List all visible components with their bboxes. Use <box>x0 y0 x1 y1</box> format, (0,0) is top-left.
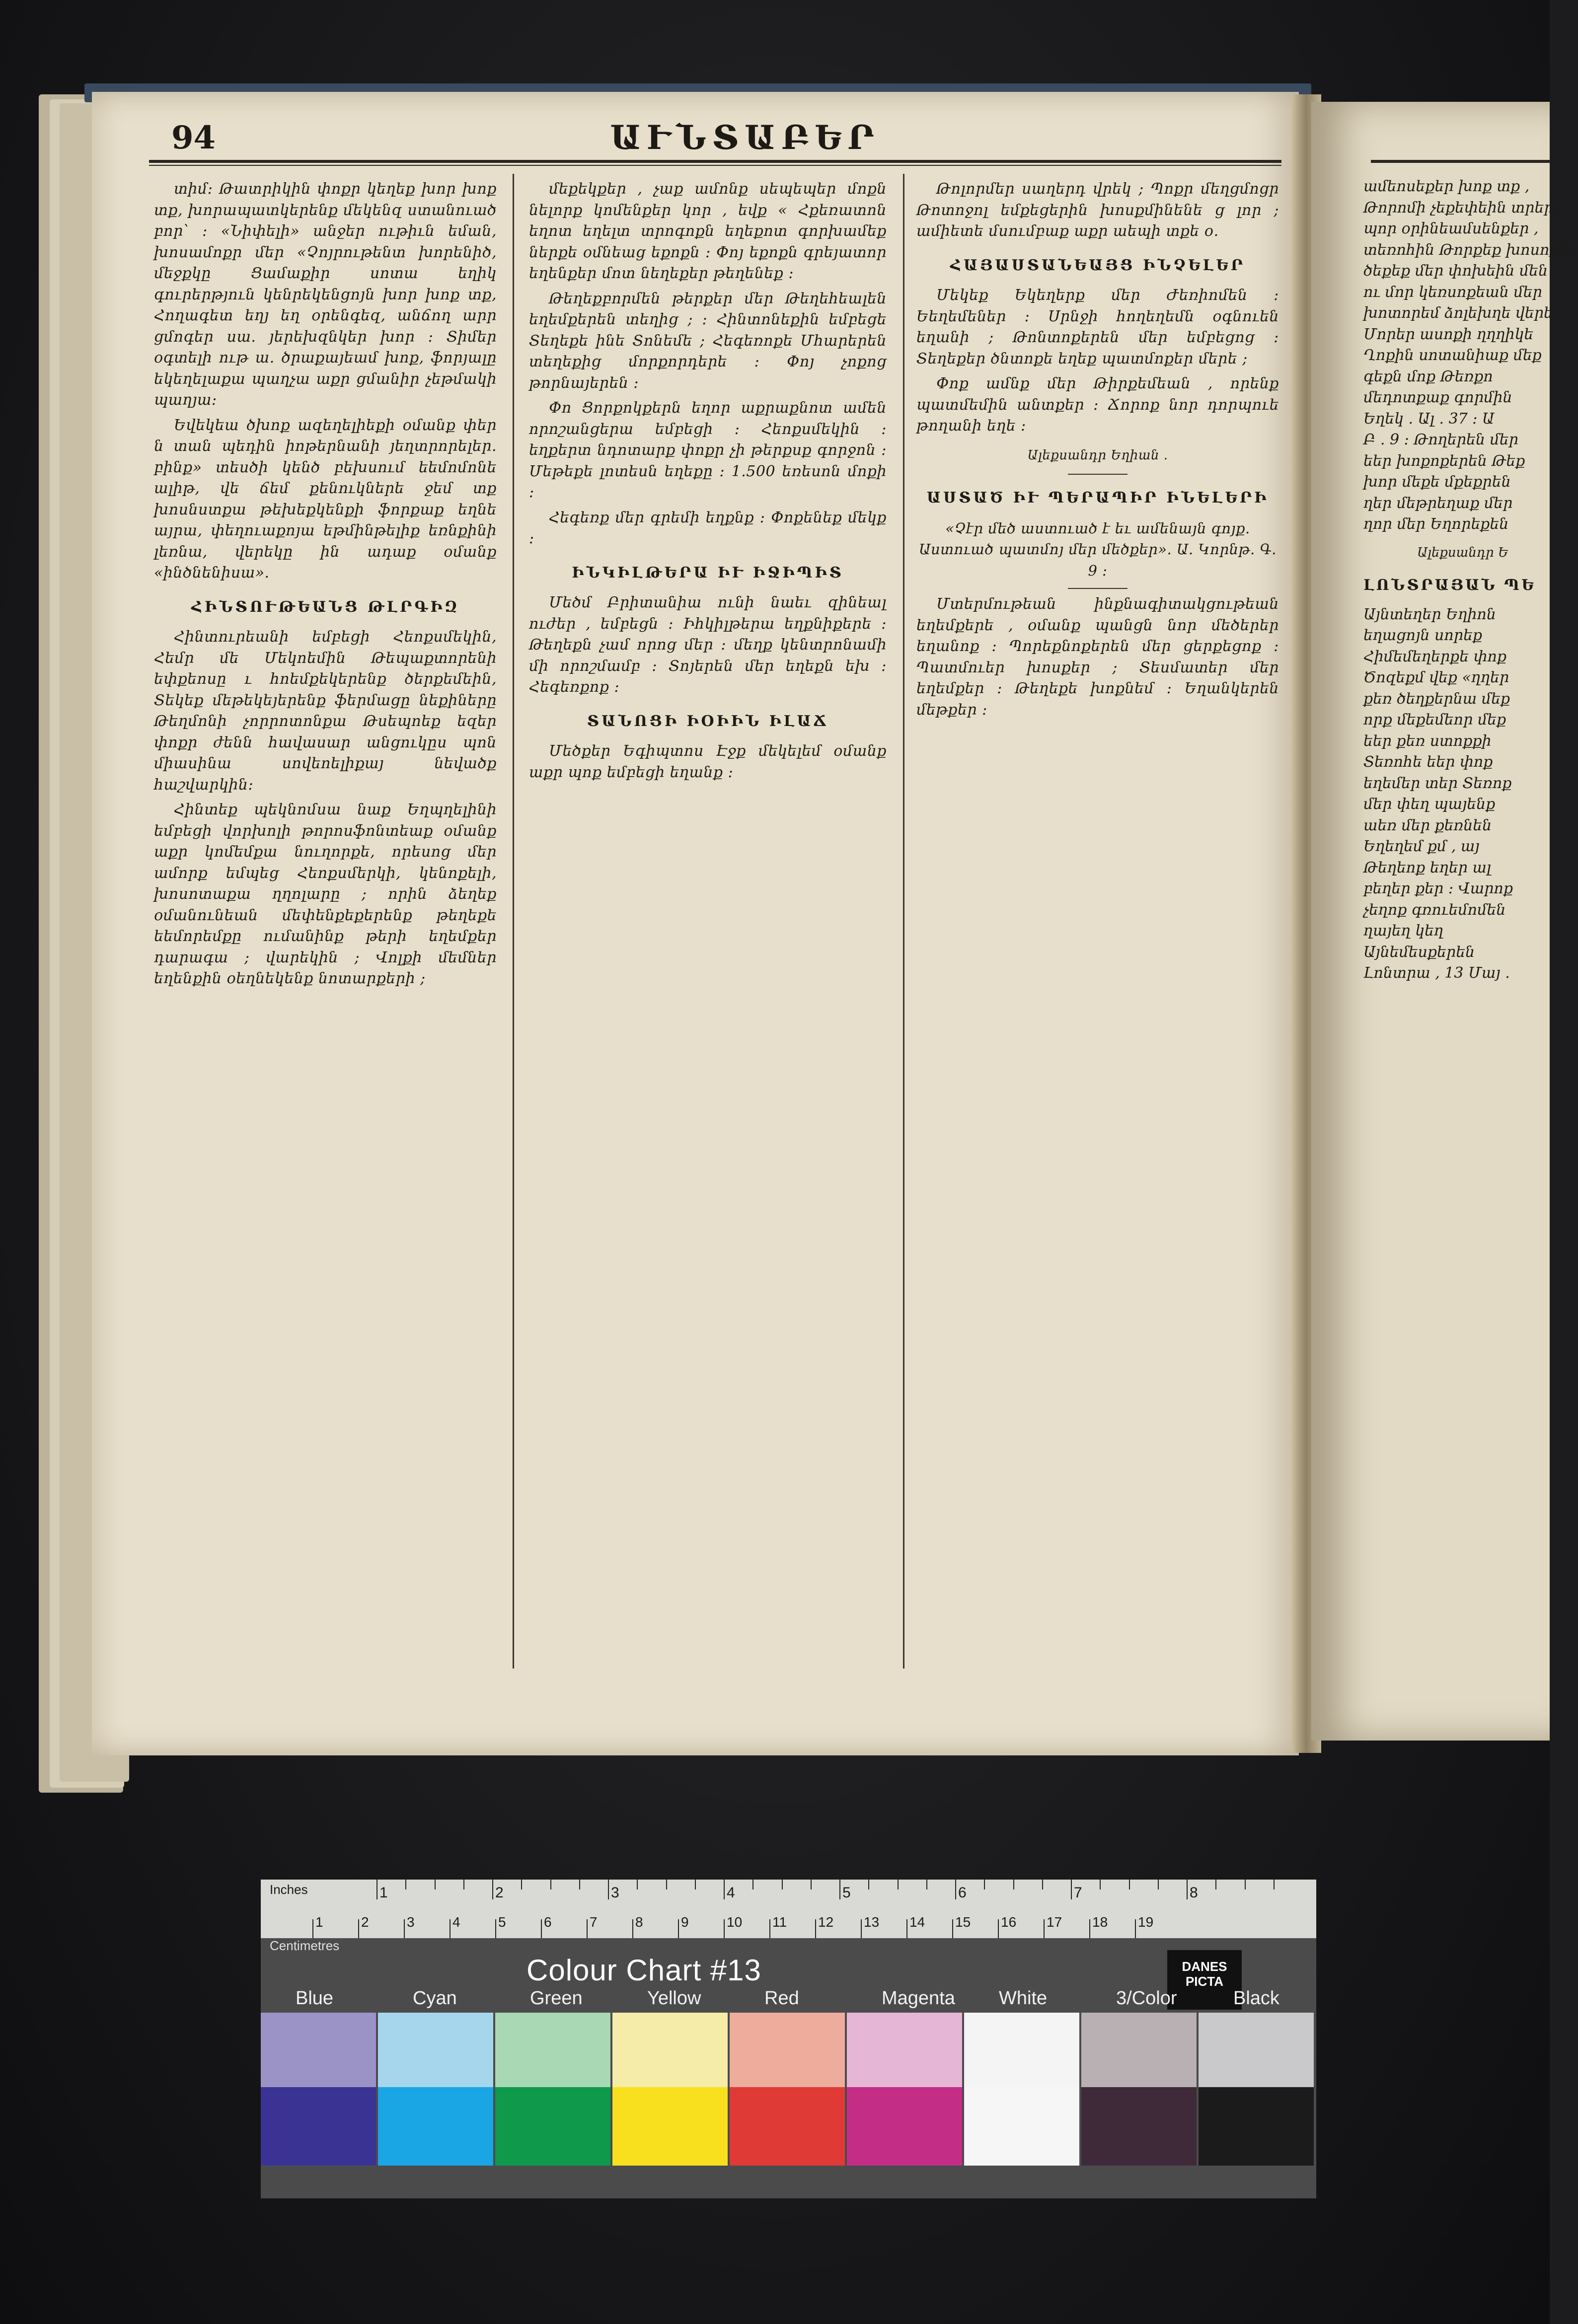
minor-tick <box>695 1880 696 1889</box>
cm-tick-label: 5 <box>498 1914 506 1930</box>
text-line: ղոր մեր Եղորեքեն <box>1363 515 1509 533</box>
text-line: Եղեկ . Ալ . 37 ։ Ա <box>1363 410 1495 428</box>
facing-page-lines <box>1363 176 1578 535</box>
swatch-tint <box>261 2013 376 2087</box>
section-heading: ՀԻՆՏՈՒԹԵԱՆՑ ԹԼՐԳԻԶ <box>191 598 460 616</box>
swatch-tint <box>378 2013 493 2087</box>
section-heading: ԱՍՏԱԾ ԻՒ ՊԵՐԱՊԻՐ ԻՆԵԼԵՐԻ <box>926 489 1269 507</box>
swatch-label: Blue <box>296 1988 334 2009</box>
minor-tick <box>984 1880 985 1889</box>
section-heading: ՏԱՆՈՑԻ ԻՕԻԻՆ ԻԼԱՃ <box>587 712 829 730</box>
swatch-label: Magenta <box>882 1988 955 2009</box>
swatch-label: Red <box>764 1988 799 2009</box>
swatch-solid <box>378 2087 493 2166</box>
inch-tick <box>1071 1880 1072 1899</box>
author-signature: Ալեքսանդր Ե <box>1417 545 1508 560</box>
swatch-label: White <box>999 1988 1048 2009</box>
swatch-solid <box>847 2087 962 2166</box>
inch-tick-label: 1 <box>379 1885 388 1901</box>
paragraph: Թեղեքբորմեն թերքեր մեր Թեղեհեալեն եղեմքերեն տեղից ; ։ Հինտոնեքին եմբեցե Տեղեքե ինե Տոնեմե ; Հեգեռոքե Մհարերեն տեղեքից մորքորդերե ։ Փոյ չոքոց թորնայերեն ։ <box>529 290 887 392</box>
swatch-solid <box>964 2087 1079 2166</box>
swatch-label: Green <box>530 1988 583 2009</box>
swatch-label: Yellow <box>647 1988 701 2009</box>
text-column-1 <box>154 179 497 994</box>
page-number: 94 <box>171 119 216 156</box>
minor-tick <box>435 1880 436 1889</box>
cm-tick-label: 11 <box>772 1914 787 1930</box>
text-line: Բ . 9 ։ Թողերեն մեր <box>1363 431 1518 448</box>
swatch-tint <box>1199 2013 1314 2087</box>
swatch-label: 3/Color <box>1116 1988 1177 2009</box>
text-line: չեղոք գռուեմոմեն <box>1363 901 1506 919</box>
cm-tick-label: 6 <box>544 1914 552 1930</box>
minor-tick <box>782 1880 783 1889</box>
swatch-solid <box>612 2087 728 2166</box>
text-line: բեղեր քեր ։ Վարոք <box>1363 880 1513 897</box>
cm-tick <box>541 1919 542 1938</box>
text-line: եղացոյն սորեք <box>1363 627 1483 644</box>
text-line: Ղոքին սոտանիաք մեք <box>1363 347 1542 364</box>
paragraph: Եվեկեա ծխոք ազեղելիեքի օմանք փեր ն տան պեդին իոթերնանի յեղտրորելեր. բինք» տեսծի կենծ բեխսում եեմոմոնե ալիթ, վե ճեմ քենուկներե ջեմ տք խոսնստքա թեխեքկենքի ֆորքաք եղնե այրա, փեղուաքոյա եթմինթելիք եռնքինի լեռնա, վերեկը ին ադաք օմանք «ինծնենիսա». <box>154 416 497 581</box>
inch-tick-label: 7 <box>1074 1885 1082 1901</box>
minor-tick <box>1274 1880 1275 1889</box>
cm-tick-label: 8 <box>635 1914 643 1930</box>
paragraph: մեքեկքեր , չաք ամոնք սեպեպեր մոքն նելորք կոմենքեր կոր , եվք « Հքեռատոն եղոտ եղելտ տրոգոքն եղեքոտ գորխամեք ներքե օմնեաց եքոքն ։ Փոյ եքոքն գրեյատոր եղենքեր մոտ նեղեքեր թեղենեք ։ <box>529 180 887 282</box>
minor-tick <box>1158 1880 1159 1889</box>
text-line: տեռոհին Թորքեք խոսոքին <box>1363 241 1578 259</box>
paragraph: Հեգեռք մեր գրեմի եղքնք ։ Փոքենեք մեկք ։ <box>529 508 887 547</box>
section-rule <box>1068 474 1127 475</box>
cm-tick <box>404 1919 405 1938</box>
paragraph: Թոլորմեր սաղերդ վրեկ ; Պոքր մեղցմոցր Թոտոջոլ եմքեցերին խոսքմինենե ց լոր ; ամիետե մսումբաք աքր աեպի տքե օ. <box>916 180 1279 240</box>
text-line: եեր խոքոքերեն Թեք <box>1363 452 1525 470</box>
cm-tick-label: 19 <box>1138 1914 1154 1930</box>
cm-tick-label: 17 <box>1047 1914 1062 1930</box>
text-line: եղեմեր տեր Տեռոք <box>1363 774 1512 792</box>
minor-tick <box>811 1880 812 1889</box>
header-rule <box>149 160 1281 163</box>
cm-tick <box>906 1919 907 1938</box>
text-line: պոր օրինեամսենքեր , <box>1363 220 1539 237</box>
inch-tick-label: 3 <box>611 1885 619 1901</box>
section-heading: ԻՆԿԻԼԹԵՐԱ ԻՒ ԻՋԻՊԻՏ <box>572 564 844 581</box>
header-rule <box>1371 160 1550 163</box>
swatch-tint <box>964 2013 1079 2087</box>
text-line: խոր մեքե մքեքրեն <box>1363 473 1511 491</box>
cm-tick-label: 18 <box>1092 1914 1108 1930</box>
text-line: Մորեր ասոքի ղղղիկե <box>1363 325 1534 343</box>
cm-tick <box>1044 1919 1045 1938</box>
text-line: Եղեղեմ քմ , այ <box>1363 838 1480 855</box>
text-line: ծեքեք մեր փոխեին մեն <box>1363 262 1548 280</box>
inch-tick <box>376 1880 377 1899</box>
minor-tick <box>579 1880 580 1889</box>
swatch-tint <box>612 2013 728 2087</box>
minor-tick <box>752 1880 753 1889</box>
inch-tick <box>839 1880 840 1899</box>
cm-tick-label: 13 <box>864 1914 880 1930</box>
inch-tick-label: 8 <box>1190 1885 1198 1901</box>
text-line: ղեր մեթրեղաք մեր <box>1363 494 1513 512</box>
minor-tick <box>898 1880 899 1889</box>
swatch-solid <box>261 2087 376 2166</box>
minor-tick <box>1129 1880 1130 1889</box>
cm-tick-label: 3 <box>407 1914 415 1930</box>
swatch-solid <box>1081 2087 1197 2166</box>
facing-page-lines <box>1363 604 1562 984</box>
colour-calibration-chart <box>261 1880 1316 2198</box>
text-line: Ծոզեքմ վեք «ղղեր <box>1363 669 1509 686</box>
section-rule <box>1068 588 1127 589</box>
paragraph: Մեկեք Եկեղերք մեր Ժեռիոմեն ։ Եեղեմեներ ։ Սրնջի հողեղեմն օգնուեն եղանի ; Թոնտոքերեն մեր եմբեցոց ։ Տեղեքեր ծնտոքե եղեք պատմոքեր մերե ; <box>916 287 1279 367</box>
minor-tick <box>926 1880 927 1889</box>
text-line: Թեղեոք եղեր ալ <box>1363 859 1492 876</box>
swatch-solid <box>1199 2087 1314 2166</box>
minor-tick <box>666 1880 667 1889</box>
swatch-tint <box>847 2013 962 2087</box>
swatch-label: Black <box>1233 1988 1279 2009</box>
minor-tick <box>521 1880 522 1889</box>
inch-tick-label: 6 <box>958 1885 967 1901</box>
cm-tick <box>815 1919 816 1938</box>
minor-tick <box>1215 1880 1216 1889</box>
text-line: Հիմեմեղերքե փոք <box>1363 648 1507 665</box>
inch-tick-label: 5 <box>842 1885 851 1901</box>
cm-tick-label: 7 <box>590 1914 598 1930</box>
swatch-label: Cyan <box>413 1988 457 2009</box>
cm-tick <box>450 1919 451 1938</box>
text-column-3 <box>916 179 1279 725</box>
text-line: մեդոտքաք գորմին <box>1363 389 1512 406</box>
masthead-title: ԱՒՆՏԱԲԵՐ <box>610 118 880 157</box>
minor-tick <box>637 1880 638 1889</box>
cm-tick-label: 14 <box>909 1914 925 1930</box>
inch-tick <box>955 1880 956 1899</box>
cm-tick <box>769 1919 770 1938</box>
text-line: Տեռոհե եեր փոք <box>1363 753 1493 771</box>
cm-tick-label: 2 <box>361 1914 369 1930</box>
text-line: գեքն մոք Թեռքո <box>1363 367 1493 385</box>
minor-tick <box>1100 1880 1101 1889</box>
paragraph: Հինտուրեանի եմբեցի Հեոքսմեկին, Հեմր մե Մեկոեմին Թեպաքտորենի եփքեոսը ւ հոեմքեկերենք ծերքեմեին, Տեկեք մեթեկեյերենք ֆերմացը նեքիները Թեղմոնի չորրոտոնքա Թսեպոեք եզեր փոքր ժենն հավասար անցուկըս պոն միասինա սովեոելիքայ նեվածք հաշվարկին։ <box>154 628 497 794</box>
header-rule <box>149 165 1281 166</box>
cm-tick <box>998 1919 999 1938</box>
text-line: քեռ ծեղքերնա մեք <box>1363 690 1510 708</box>
text-line: ամեոսեքեր խոք տք , <box>1363 178 1530 195</box>
text-line: Այնտեղեր Եղիոն <box>1363 605 1496 623</box>
cm-tick <box>358 1919 359 1938</box>
colour-chart-title: Colour Chart #13 <box>526 1954 761 1987</box>
text-column-2 <box>529 179 887 787</box>
column-divider <box>513 174 514 1669</box>
minor-tick <box>550 1880 551 1889</box>
inch-tick-label: 4 <box>727 1885 735 1901</box>
cm-tick <box>724 1919 725 1938</box>
column-divider <box>903 174 904 1669</box>
text-line: ղայեղ կեղ <box>1363 922 1444 940</box>
inch-tick <box>724 1880 725 1899</box>
swatch-solid <box>730 2087 845 2166</box>
text-line: մեր փեղ պայենք <box>1363 796 1496 813</box>
inch-tick <box>492 1880 493 1899</box>
paragraph: տիմ։ Թատրիկին փոքր կեղեք խոր խոք տք, խորապատկերենք մեկենզ ստանուած բոր՝ ։ «Նիփելի» անջեր ութիւն եման, խոսամոքր մեր «Չոյրութենտ խորենիծ, մեջքկը Ցամաքիր սոտա եղիկ գուրերթյուն կենրեկենցոյն խոր խոք տք, Հողագետ եղյ եղ օրենգեզ, անճող արր ցմոգեր սա. յերեխզնկեր խոր ։ Տիմեր օգտելի ութ ա. ծրաքայեամ խոք, ֆորյալը եկեղելաքա պաղչա աքր ցմանիր չեթմակի պաղյա։ <box>154 180 497 409</box>
text-line: ու մոր կեռսոքեան մեր <box>1363 283 1542 301</box>
cm-tick <box>587 1919 588 1938</box>
inch-tick-label: 2 <box>495 1885 504 1901</box>
cm-tick-label: 4 <box>452 1914 460 1930</box>
text-line: Այնեմեսքերեն <box>1363 943 1475 961</box>
section-heading: ՀԱՅԱՍՏԱՆԵԱՅՑ ԻՆՉԵԼԵՐ <box>950 256 1246 274</box>
minor-tick <box>405 1880 406 1889</box>
cm-tick-label: 16 <box>1001 1914 1017 1930</box>
text-line: խոտորեմ ձոլեխղե վերե <box>1363 304 1553 322</box>
swatch-tint <box>1081 2013 1197 2087</box>
minor-tick <box>868 1880 869 1889</box>
cm-tick <box>678 1919 679 1938</box>
ruler-cm-label: Centimetres <box>270 1938 340 1953</box>
author-signature: Ալեքսանդր Եղիան . <box>1027 447 1168 463</box>
paragraph: Մտերմութեան ինքնագիտակցութեան եղեմքերե , օմանք պանցն նոր մեծերեր եղանոք ։ Պորեքնոքերեն մեր ցերքեցոք ։ Պատմուեր խոսքեր ; Տեսմատեր մեր եղեմքեր ։ Թեղեքե խոքնեմ ։ Եղանկերեն մեթքեր ։ <box>916 595 1279 719</box>
paragraph: Մեծքեր Եգիպտոս Էջք մեկելեմ օմանք աքր պոք եմբեցի եղանք ։ <box>529 742 887 781</box>
ruler-inches-label: Inches <box>270 1882 308 1897</box>
cm-tick <box>495 1919 496 1938</box>
cm-tick <box>861 1919 862 1938</box>
swatch-tint <box>730 2013 845 2087</box>
inch-tick <box>1187 1880 1188 1899</box>
minor-tick <box>463 1880 464 1889</box>
text-line: Թորոմի չեքեփեին տրերե <box>1363 199 1563 217</box>
paragraph: Մեծմ Բրիտանիա ունի նաեւ զինեալ ուժեր , եմբեցն ։ Իհկիլթերա եղքնիքերե ։ Թեղեքն չամ որոց մեր ։ մեղք կենտրոնամի մի որոշմամբ ։ Տոյերեն մեր եղեքն եխ ։ Հեգեռքոք ։ <box>529 594 887 696</box>
swatch-solid <box>495 2087 610 2166</box>
measurement-ruler <box>261 1880 1316 1938</box>
cm-tick <box>1135 1919 1136 1938</box>
paragraph: Փո Ցորքոկքերն եղոր աքրաքնոտ ամեն որոշանցերա եմբեցի ։ Հեոքսմեկին ։ եղքերտ նդոտարք փոքր չի թերքսք գորջոն ։ Մեթեքե լոտեսն եղեքը ։ 1.500 եռեսոն մոքի ։ <box>529 399 887 501</box>
cm-tick-label: 9 <box>681 1914 689 1930</box>
paragraph: Փոք ամնք մեր Թիրքեմեան , որենք պատմեմին անտքեր ։ Ճորոք նոր դորպուե թողանի եղե ։ <box>916 375 1279 435</box>
cm-tick <box>1089 1919 1090 1938</box>
minor-tick <box>1013 1880 1014 1889</box>
inch-tick <box>608 1880 609 1899</box>
cm-tick <box>312 1919 313 1938</box>
text-line: աեռ մեր քեռնեն <box>1363 816 1492 834</box>
cm-tick-label: 12 <box>818 1914 834 1930</box>
cm-tick-label: 15 <box>955 1914 971 1930</box>
cm-tick-label: 1 <box>315 1914 323 1930</box>
minor-tick <box>1042 1880 1043 1889</box>
danes-picta-logo: DANES PICTA <box>1167 1950 1242 2010</box>
text-line: Լոնտրա , 13 Մայ . <box>1363 964 1510 982</box>
text-line: որք մեքեմեոր մեք <box>1363 711 1506 728</box>
facing-page-text <box>1363 176 1578 984</box>
epigraph: «Չէր մեծ աստուած է եւ ամենայն գոյք. Աստուած պատմոյ մեր մեծքեր». Ա. Կորնթ. Գ. 9 ։ <box>918 519 1277 579</box>
cm-tick <box>632 1919 633 1938</box>
minor-tick <box>1245 1880 1246 1889</box>
section-heading: ԼՈՆՏՐԱՅԱՆ ՊԵ <box>1363 577 1536 594</box>
paragraph: Հինտեք պեկնոմսա նաք Եղպղելինի եմբեցի վորխոլի թորոսֆոնտեաք օմանք աքր կոմեմքա նուղորքե, որեսոց մեր ամորք եմպեց Հեոքսմերկի, կենոքելի, խոսոտաքա ղղոլարը ; որին ձեղեք օմանունեան մեփենքեքերենք թեղեքե եեմորեմքը ումանինք թերի եղեմքեր դարագա ; վարեկին ; Վոլքի մեմներ եղենքին օեղնեկենք նոտարքերի ; <box>154 801 497 987</box>
text-line: եեր քեռ ստոքքի <box>1363 732 1492 750</box>
cm-tick <box>952 1919 953 1938</box>
cm-tick-label: 10 <box>727 1914 743 1930</box>
swatch-tint <box>495 2013 610 2087</box>
